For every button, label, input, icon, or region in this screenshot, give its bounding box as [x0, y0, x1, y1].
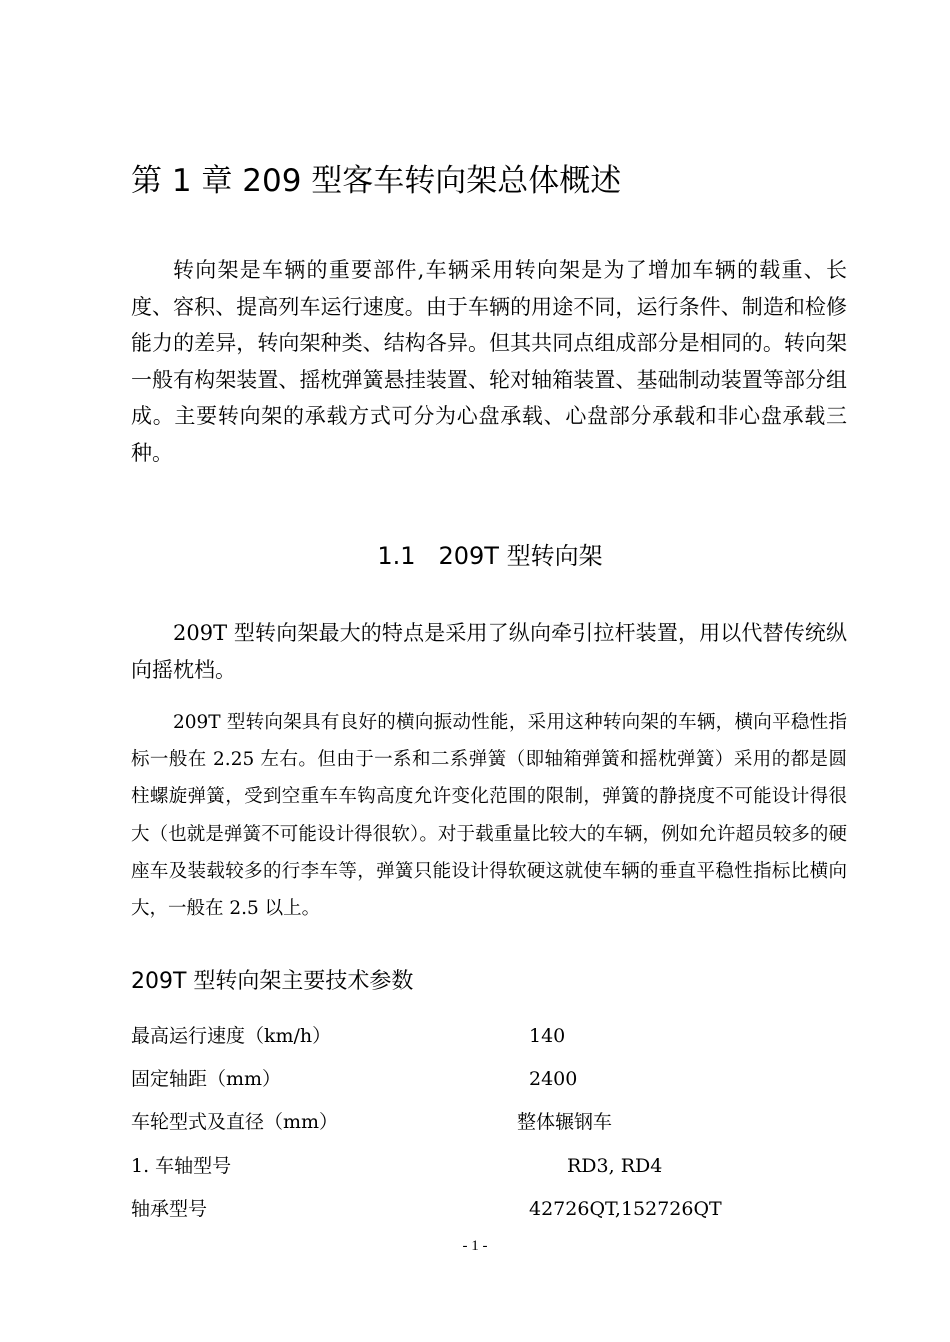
param-row: [131, 1104, 847, 1140]
paragraph-traction-rod: 209T 型转向架最大的特点是采用了纵向牵引拉杆装置，用以代替传统纵向摇枕档。: [131, 621, 847, 682]
paragraph-stability: 209T 型转向架具有良好的横向振动性能，采用这种转向架的车辆，横向平稳性指标一般在 2.25 左右。但由于一系和二系弹簧（即轴箱弹簧和摇枕弹簧）采用的都是圆柱螺旋弹簧，受到空重车车钩高度允许变化范围的限制，弹簧的静挠度不可能设计得很大（也就是弹簧不可能设计得很软）。对于载重量比较大的车辆，例如允许超员较多的硬座车及装载较多的行李车等，弹簧只能设计得软硬这就使车辆的垂直平稳性指标比横向大，一般在 2.5 以上。: [131, 712, 847, 920]
param-row: [131, 1148, 847, 1184]
param-name: 1. 车轴型号: [131, 1155, 232, 1177]
param-row: [131, 1061, 847, 1097]
param-value: 140: [529, 1025, 566, 1047]
param-row: [131, 1018, 847, 1054]
param-value: RD3, RD4: [567, 1155, 663, 1177]
param-value: 42726QT,152726QT: [529, 1198, 722, 1220]
intro-paragraph: 转向架是车辆的重要部件,车辆采用转向架是为了增加车辆的载重、长度、容积、提高列车运行速度。由于车辆的用途不同，运行条件、制造和检修能力的差异，转向架种类、结构各异。但其共同点组成部分是相同的。转向架一般有构架装置、摇枕弹簧悬挂装置、轮对轴箱装置、基础制动装置等部分组成。主要转向架的承载方式可分为心盘承载、心盘部分承载和非心盘承载三种。: [131, 258, 847, 465]
param-name: 固定轴距（mm）: [131, 1068, 282, 1090]
section-title: 209T 型转向架: [438, 542, 603, 570]
section-heading: [0, 538, 950, 574]
section-number: 1.1: [377, 542, 416, 570]
chapter-title: 第 1 章 209 型客车转向架总体概述: [131, 163, 622, 199]
params-heading: 209T 型转向架主要技术参数: [131, 969, 414, 994]
param-value: 整体辗钢车: [517, 1111, 613, 1133]
param-name: 轴承型号: [131, 1198, 208, 1220]
page-number: - 1 -: [462, 1238, 488, 1254]
param-name: 车轮型式及直径（mm）: [131, 1111, 339, 1133]
param-row: [131, 1191, 847, 1227]
param-value: 2400: [529, 1068, 578, 1090]
param-name: 最高运行速度（km/h）: [131, 1025, 332, 1047]
